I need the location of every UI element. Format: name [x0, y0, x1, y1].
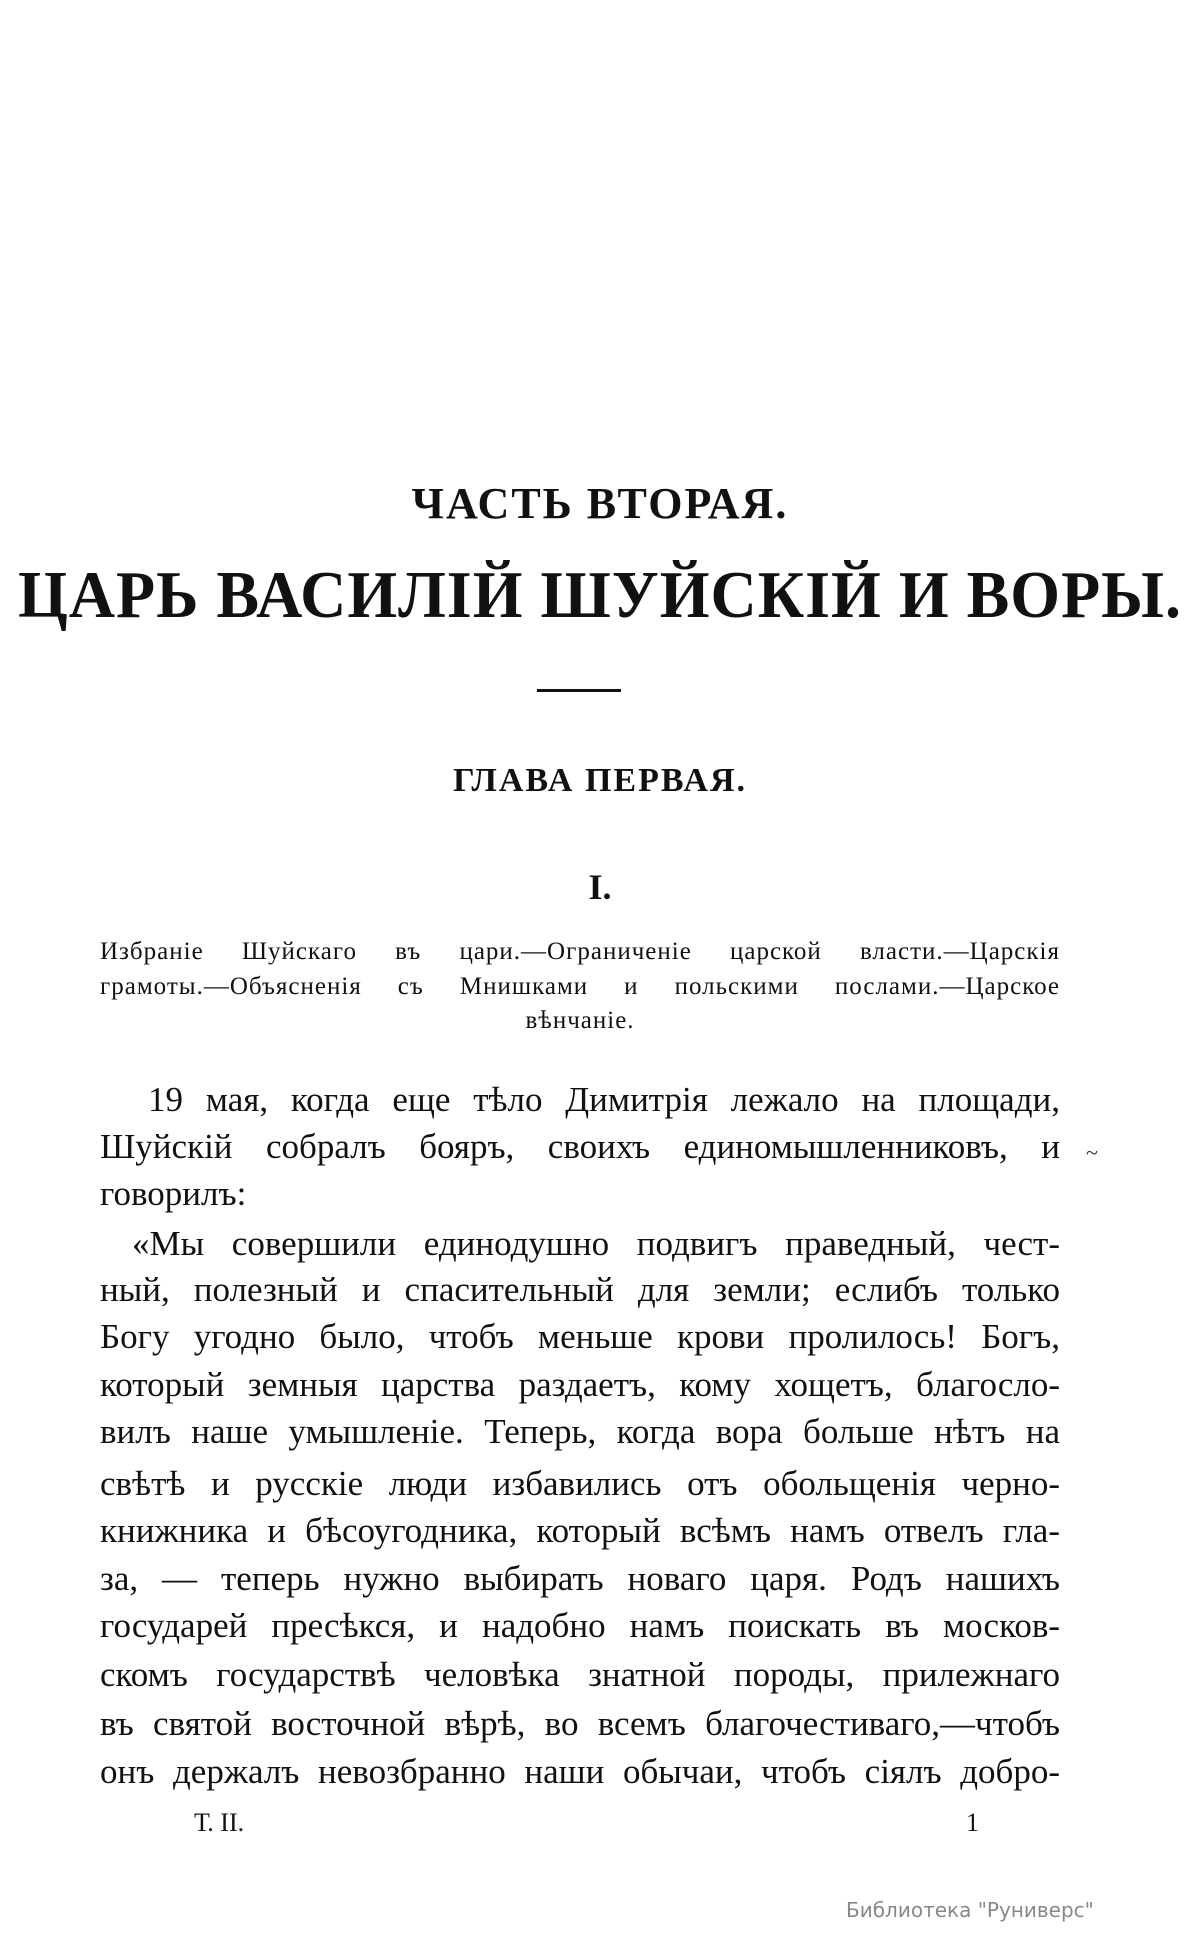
body-line: Богу угодно было, чтобъ меньше крови пролилось! Богъ,	[100, 1317, 1060, 1356]
body-line: который земныя царства раздаетъ, кому хощетъ, благосло-	[100, 1365, 1060, 1404]
section-number: I.	[588, 867, 612, 907]
body-line: свѣтѣ и русскіе люди избавились отъ обольщенія черно-	[100, 1464, 1060, 1503]
body-line: Шуйскій собралъ бояръ, своихъ единомышленниковъ, и	[100, 1127, 1060, 1166]
body-line: говорилъ:	[100, 1174, 247, 1213]
body-line: въ святой восточной вѣрѣ, во всемъ благочестиваго,—чтобъ	[100, 1704, 1060, 1743]
book-title: ЦАРЬ ВАСИЛІЙ ШУЙСКІЙ И ВОРЫ.	[18, 557, 1182, 632]
body-line: онъ держалъ невозбранно наши обычаи, чтобъ сіялъ добро-	[100, 1752, 1060, 1791]
library-watermark: Библиотека "Руниверс"	[846, 1898, 1094, 1922]
body-line: вилъ наше умышленіе. Теперь, когда вора больше нѣтъ на	[100, 1412, 1060, 1451]
body-line: 19 мая, когда еще тѣло Димитрія лежало на площади,	[148, 1080, 1060, 1119]
body-line: ный, полезный и спасительный для земли; еслибъ только	[100, 1270, 1060, 1309]
body-line: скомъ государствѣ человѣка знатной породы, прилежнаго	[100, 1655, 1060, 1694]
body-line: государей пресѣкся, и надобно намъ поискать въ москов-	[100, 1606, 1060, 1645]
page-number: 1	[966, 1808, 979, 1837]
summary-line: Избраніе Шуйскаго въ цари.—Ограниченіе царской власти.—Царскія	[100, 938, 1060, 965]
chapter-title: ГЛАВА ПЕРВАЯ.	[452, 762, 747, 799]
part-title: ЧАСТЬ ВТОРАЯ.	[411, 479, 789, 528]
summary-line: вѣнчаніе.	[525, 1007, 635, 1034]
footer-volume: Т. II.	[194, 1808, 245, 1837]
margin-pencil-mark: ~	[1086, 1140, 1098, 1165]
summary-line: грамоты.—Объясненія съ Мнишками и польскими послами.—Царское	[100, 973, 1060, 1000]
divider-rule	[537, 689, 621, 692]
body-line: книжника и бѣсоугодника, который всѣмъ намъ отвелъ гла-	[100, 1511, 1060, 1550]
body-line: «Мы совершили единодушно подвигъ праведный, чест-	[132, 1224, 1060, 1263]
body-line: за, — теперь нужно выбирать новаго царя. Родъ нашихъ	[100, 1559, 1060, 1598]
